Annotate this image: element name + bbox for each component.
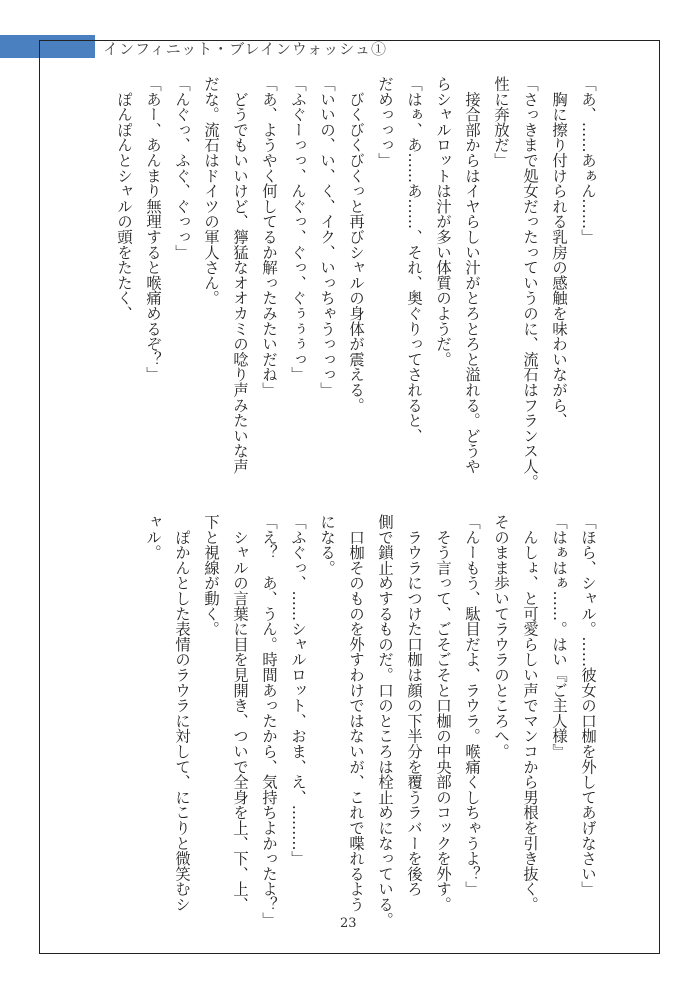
text-column: 「あ、……あぁん……」 [579,76,597,245]
text-column: 「はぁはぁ……。はい『ご主人様』 [550,514,568,759]
text-column: 「あー、あんまり無理すると喉痛めるぞ？」 [144,76,162,382]
text-column: 性に奔放だ」 [492,76,510,168]
text-column: シャルの言葉に目を見開き、ついで全身を上、下、上、 [231,514,249,912]
text-column: 「ふぐーっっ、んぐっ、ぐっ、ぐぅぅぅっ」 [289,76,307,382]
text-column: ぽんぽんとシャルの頭をたたく、 [115,76,133,321]
text-column: 接合部からはイヤらしい汁がとろとろと溢れる。どうや [463,76,481,474]
text-column: 口枷そのものを外すわけではないが、これで喋れるよう [347,514,365,912]
text-column: 「あ、ようやく何してるか解ったみたいだね」 [260,76,278,398]
text-column: 側で鎖止めするものだ。口のところは栓止めになっている。 [376,514,394,928]
text-column: どうでもいいけど、獰猛なオオカミの唸り声みたいな声 [231,76,249,474]
text-column: らシャルロットは汁が多い体質のようだ。 [434,76,452,367]
text-column: ャル。 [144,514,162,560]
text-column: そのまま歩いてラウラのところへ。 [492,514,510,759]
text-column: 「ふぐっ、……シャルロット、おま、え、………」 [289,514,307,866]
text-column: 「はぁ、あ……あ……、それ、奥ぐりってされると、 [405,76,423,444]
page-title: インフィニット・ブレインウォッシュ① [103,40,387,58]
text-column: 「さっきまで処女だったっていうのに、流石はフランス人。 [521,76,539,490]
text-column: 胸に擦り付けられる乳房の感触を味わいながら、 [550,76,568,428]
page-number: 23 [340,916,357,931]
text-column: そう言って、ごそごそと口枷の中央部のコックを外す。 [434,514,452,912]
text-column: 下と視線が動く。 [202,514,220,637]
text-column: 「んーもう、駄目だよ、ラウラ。喉痛くしちゃうよ？」 [463,514,481,897]
text-column: になる。 [318,514,336,576]
text-column: んしょ、と可愛らしい声でマンコから男根を引き抜く。 [521,514,539,912]
text-column: だめっっっ」 [376,76,394,168]
text-column: 「いいの、い、く、イク、いっちゃうっっっ」 [318,76,336,398]
text-column: だな。流石はドイツの軍人さん。 [202,76,220,306]
text-column: ぽかんとした表情のラウラに対して、にこりと微笑むシ [173,514,191,912]
text-column: びくびくびくっと再びシャルの身体が震える。 [347,76,365,413]
upper-text-block [109,76,602,496]
text-column: ラウラにつけた口枷は顔の下半分を覆うラバーを後ろ [405,514,423,897]
text-column: 「ほら、シャル。……彼女の口枷を外してあげなさい」 [579,514,597,897]
text-column: 「んぐっ、ふぐ、ぐっっ」 [173,76,191,260]
text-column: 「え？ あ、うん。時間あったから、気持ちよかったよ？」 [260,514,278,928]
